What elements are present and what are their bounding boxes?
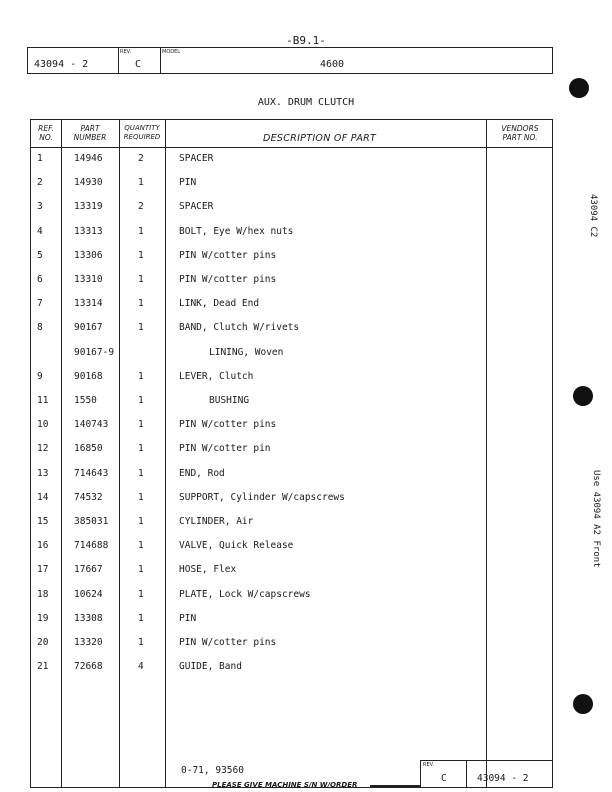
quantity: 1 — [138, 249, 144, 261]
table-row — [31, 516, 552, 532]
table-row — [31, 250, 552, 266]
part-number: 385031 — [74, 516, 109, 527]
col-header-ref-text: REF. NO. — [38, 124, 54, 142]
quantity: 1 — [138, 395, 144, 406]
part-number: 14946 — [74, 153, 103, 164]
col-header-vendors-text: VENDORS PART NO. — [501, 124, 539, 142]
table-row — [31, 322, 552, 338]
quantity: 1 — [138, 370, 144, 382]
description: PLATE, Lock W/capscrews — [179, 588, 311, 600]
punch-hole-top — [569, 78, 589, 98]
table-row — [31, 274, 552, 290]
page-number: -B9.1- — [286, 34, 326, 47]
ref-no: 2 — [37, 177, 43, 189]
quantity: 1 — [138, 419, 144, 431]
part-number: 714643 — [74, 467, 109, 479]
part-number: 13313 — [74, 225, 103, 237]
ref-no: 13 — [37, 467, 49, 479]
table-row — [31, 492, 552, 508]
description: CYLINDER, Air — [179, 516, 254, 527]
description: PIN W/cotter pin — [179, 443, 271, 455]
quantity: 1 — [138, 588, 144, 600]
quantity: 1 — [138, 491, 144, 503]
side-note-top: 43094 C2 — [588, 194, 598, 238]
description: SPACER — [179, 153, 214, 164]
table-row — [31, 347, 552, 363]
table-row — [31, 226, 552, 242]
description: PIN — [179, 612, 197, 624]
col-header-qty — [119, 124, 165, 142]
part-number: 13320 — [74, 637, 103, 648]
table-row — [31, 613, 552, 629]
part-number: 90167 — [74, 322, 103, 334]
table-row — [31, 395, 552, 411]
footer-date-code: 0-71, 93560 — [181, 765, 244, 776]
quantity: 2 — [138, 153, 144, 164]
rev-value: C — [135, 59, 142, 70]
table-row — [31, 637, 552, 653]
part-number: 13314 — [74, 298, 103, 310]
description: SUPPORT, Cylinder W/capscrews — [179, 491, 345, 503]
ref-no: 6 — [37, 274, 43, 285]
footer-doc-number: 43094 - 2 — [477, 773, 529, 784]
ref-no: 11 — [37, 395, 49, 406]
doc-number: 43094 - 2 — [34, 59, 89, 70]
col-header-part — [61, 124, 119, 142]
header-divider — [31, 147, 552, 148]
quantity: 2 — [138, 201, 144, 213]
part-number: 90167-9 — [74, 346, 115, 358]
part-number: 13306 — [74, 249, 103, 261]
description: LINING, Woven — [209, 346, 284, 358]
rev-cell — [118, 48, 161, 73]
col-header-vendors — [486, 124, 554, 142]
ref-no: 15 — [37, 516, 49, 527]
ref-no: 3 — [37, 201, 43, 213]
part-number: 13310 — [74, 274, 103, 285]
header-box — [27, 47, 553, 74]
ref-no: 1 — [37, 153, 43, 164]
table-row — [31, 540, 552, 556]
quantity: 4 — [138, 661, 144, 673]
ref-no: 17 — [37, 564, 49, 576]
part-number: 16850 — [74, 443, 103, 455]
order-note: PLEASE GIVE MACHINE S/N W/ORDER — [212, 781, 358, 789]
description: LINK, Dead End — [179, 298, 260, 310]
part-number: 90168 — [74, 370, 103, 382]
model-cell — [160, 48, 552, 73]
quantity: 1 — [138, 612, 144, 624]
description: LEVER, Clutch — [179, 370, 254, 382]
ref-no: 18 — [37, 588, 49, 600]
col-header-qty-text: QUANTITY REQUIRED — [123, 124, 161, 141]
footer-rev-value: C — [441, 773, 447, 784]
part-number: 17667 — [74, 564, 103, 576]
ref-no: 16 — [37, 540, 49, 552]
part-number: 13308 — [74, 612, 103, 624]
table-row — [31, 661, 552, 677]
quantity: 1 — [138, 516, 144, 527]
description: BAND, Clutch W/rivets — [179, 322, 300, 334]
ref-no: 12 — [37, 443, 49, 455]
part-number: 72668 — [74, 661, 103, 673]
description: PIN W/cotter pins — [179, 637, 277, 648]
quantity: 1 — [138, 298, 144, 310]
description: VALVE, Quick Release — [179, 540, 294, 552]
col-header-ref — [31, 124, 61, 142]
ref-no: 19 — [37, 612, 49, 624]
quantity: 1 — [138, 177, 144, 189]
parts-table — [30, 119, 553, 788]
ref-no: 5 — [37, 249, 43, 261]
ref-no: 8 — [37, 322, 43, 334]
quantity: 1 — [138, 637, 144, 648]
punch-hole-middle — [573, 386, 593, 406]
footer-rev-label: REV. — [423, 762, 434, 768]
table-row — [31, 298, 552, 314]
rev-label: REV. — [120, 49, 131, 55]
quantity: 1 — [138, 564, 144, 576]
quantity: 1 — [138, 225, 144, 237]
quantity: 1 — [138, 274, 144, 285]
part-number: 1550 — [74, 395, 97, 406]
table-row — [31, 468, 552, 484]
description: PIN W/cotter pins — [179, 249, 277, 261]
description: GUIDE, Band — [179, 661, 242, 673]
ref-no: 21 — [37, 661, 49, 673]
table-row — [31, 419, 552, 435]
description: PIN W/cotter pins — [179, 274, 277, 285]
ref-no: 20 — [37, 637, 49, 648]
quantity: 1 — [138, 467, 144, 479]
quantity: 1 — [138, 443, 144, 455]
quantity: 1 — [138, 540, 144, 552]
footer-rev-box — [420, 760, 553, 788]
table-row — [31, 177, 552, 193]
ref-no: 7 — [37, 298, 43, 310]
part-number: 74532 — [74, 491, 103, 503]
description: END, Rod — [179, 467, 225, 479]
col-header-desc: DESCRIPTION OF PART — [263, 133, 377, 144]
table-row — [31, 564, 552, 580]
part-number: 140743 — [74, 419, 109, 431]
part-number: 14930 — [74, 177, 103, 189]
ref-no: 4 — [37, 225, 43, 237]
part-number: 714688 — [74, 540, 109, 552]
part-number: 10624 — [74, 588, 103, 600]
ref-no: 9 — [37, 370, 43, 382]
part-number: 13319 — [74, 201, 103, 213]
order-note-rule — [370, 785, 420, 787]
table-row — [31, 153, 552, 169]
side-note-middle: Use 43094 A2 Front — [591, 470, 601, 568]
description: PIN W/cotter pins — [179, 419, 277, 431]
section-title: AUX. DRUM CLUTCH — [257, 97, 355, 108]
doc-number-cell — [28, 48, 119, 73]
description: HOSE, Flex — [179, 564, 237, 576]
description: BUSHING — [209, 395, 250, 406]
quantity: 1 — [138, 322, 144, 334]
description: PIN — [179, 177, 197, 189]
footer-divider — [466, 761, 467, 787]
model-label: MODEL — [162, 49, 181, 55]
table-row — [31, 201, 552, 217]
col-header-part-text: PART NUMBER — [73, 124, 107, 142]
table-row — [31, 443, 552, 459]
description: SPACER — [179, 201, 214, 213]
punch-hole-bottom — [573, 694, 593, 714]
ref-no: 14 — [37, 491, 49, 503]
description: BOLT, Eye W/hex nuts — [179, 225, 294, 237]
ref-no: 10 — [37, 419, 49, 431]
model-value: 4600 — [320, 59, 345, 70]
table-row — [31, 589, 552, 605]
table-row — [31, 371, 552, 387]
